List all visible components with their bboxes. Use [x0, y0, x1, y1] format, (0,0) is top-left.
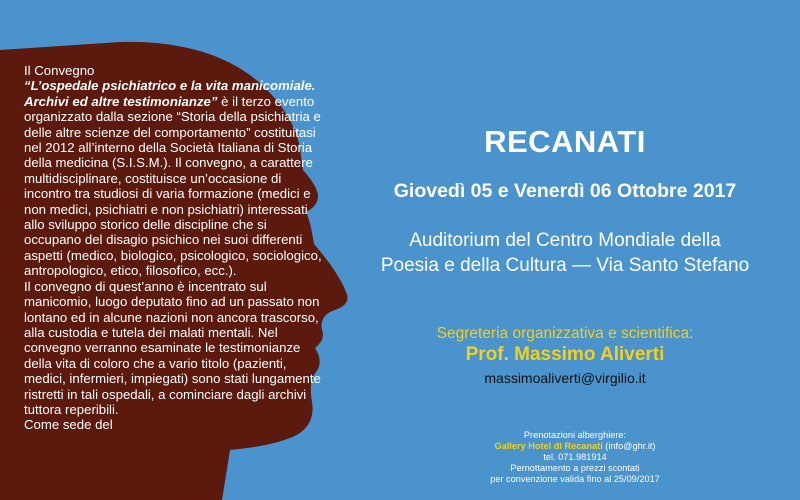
hotel-phone: tel. 071.981914 — [543, 452, 607, 462]
hotel-name: Gallery Hotel di Recanati — [494, 441, 603, 451]
event-dates: Giovedì 05 e Venerdì 06 Ottobre 2017 — [393, 180, 737, 202]
hotel-email[interactable]: (info@ghr.it) — [602, 441, 656, 451]
hotel-info — [440, 441, 710, 453]
hotel-price-note: Pernottamento a prezzi scontati — [510, 463, 640, 473]
description-paragraph-2: Il convegno di quest’anno è incentrato sul manicomio, luogo deputato fino ad un passato non lontano ed in alcune nazioni non ancora trascorso, alla custodia e tutela dei malati mentali. Nel convegno verranno esaminate le testimonianze della vita di coloro che a vario titolo (pazienti, medici, infermieri, impiegati) sono stati lungamente ristretti in tali ospedali, a cominciare dagli archivi — [24, 278, 321, 402]
description-paragraph-3: tuttora reperibili. — [24, 401, 119, 417]
secretariat-label: Segreteria organizzativa e scientifica: — [436, 325, 694, 342]
secretariat-email[interactable]: massimoaliverti@virgilio.it — [484, 370, 646, 386]
description-text-1: è il terzo evento organizzato dalla sezione “Storia della psichiatria e delle altre scienze del comportamento” costituitasi nel 2012 all’interno della Società Italiana di Storia della medicina (S.I.S.M.). Il convegno, a carattere multidisciplinare, costituisce un’occasione di incontro tra studiosi di varia formazione (medici e non medici, psichiatri e non psichiatri) interessati allo sviluppo storico delle discipline che si occupano del disagio psichico nei suoi differenti aspetti (medico, biologico, psicologico, sociologico, antropologico, etico, filosofico, ecc.). — [24, 93, 322, 279]
secretariat-name: Prof. Massimo Aliverti — [465, 344, 665, 365]
city-title: RECANATI — [484, 124, 646, 159]
event-description — [24, 63, 324, 433]
description-paragraph-4: Come sede del — [24, 417, 113, 433]
hotel-validity-note: per convenzione valida fino al 25/09/2017 — [490, 474, 660, 484]
intro-text: Il Convegno — [24, 63, 95, 78]
venue-line-2: Poesia e della Cultura — Via Santo Stefano — [380, 255, 750, 276]
description-paragraph-1 — [24, 78, 324, 278]
conference-title: “L’ospedale psichiatrico e la vita manicomiale. Archivi ed altre testimonianze” — [24, 78, 316, 109]
hotel-booking-label: Prenotazioni alberghiere: — [523, 430, 627, 440]
venue-line-1: Auditorium del Centro Mondiale della — [409, 230, 721, 251]
